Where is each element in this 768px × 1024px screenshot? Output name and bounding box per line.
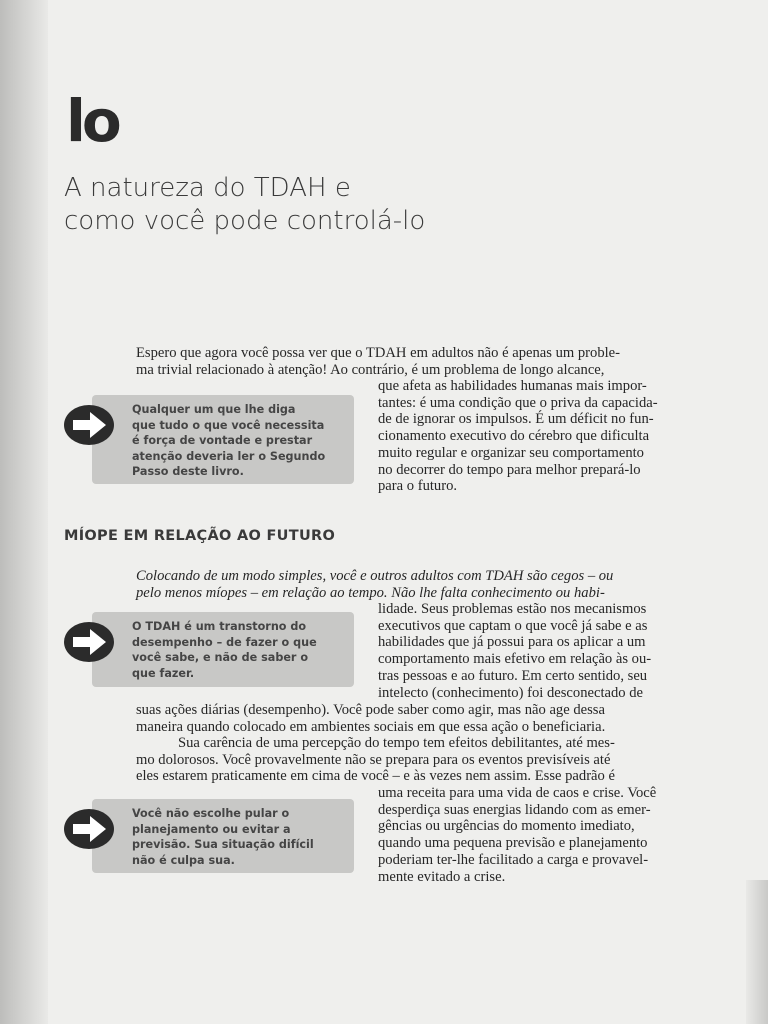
text-line: poderiam ter-lhe facilitado a carga e provavel- bbox=[378, 851, 649, 868]
text-line: tras pessoas e ao futuro. Em certo sentido, seu bbox=[378, 667, 648, 684]
page-edge-shadow bbox=[746, 880, 768, 1024]
text-line: comportamento mais efetivo em relação às ou- bbox=[378, 651, 652, 668]
text-line: habilidades que já possui para os aplicar a um bbox=[378, 634, 646, 651]
callout-line: desempenho – de fazer o que bbox=[132, 635, 317, 649]
text-line: Colocando de um modo simples, você e outros adultos com TDAH são cegos – ou bbox=[136, 568, 614, 584]
text-line: para o futuro. bbox=[378, 478, 458, 495]
text-line: uma receita para uma vida de caos e crise. Você bbox=[378, 785, 657, 801]
section-paragraph-1-wrap bbox=[378, 601, 720, 701]
text-line: quando uma pequena previsão e planejamento bbox=[378, 835, 648, 852]
text-line: lidade. Seus problemas estão nos mecanismos bbox=[378, 601, 647, 617]
callout-box-willpower bbox=[62, 395, 354, 484]
callout-line: planejamento ou evitar a bbox=[132, 822, 291, 836]
callout-text bbox=[132, 619, 350, 681]
callout-line: atenção deveria ler o Segundo bbox=[132, 449, 326, 463]
text-line: no decorrer do tempo para melhor prepará-lo bbox=[378, 461, 641, 478]
section-paragraph-1-tail bbox=[136, 702, 720, 735]
callout-line: O TDAH é um transtorno do bbox=[132, 620, 307, 633]
section-paragraph-2-full bbox=[136, 735, 720, 785]
arrow-right-icon bbox=[62, 403, 116, 447]
callout-line: Qualquer um que lhe diga bbox=[132, 403, 296, 416]
text-line: maneira quando colocado em ambientes sociais em que essa ação o beneficiaria. bbox=[136, 718, 606, 735]
text-line: gências ou urgências do momento imediato, bbox=[378, 818, 635, 835]
text-line: suas ações diárias (desempenho). Você pode saber como agir, mas não age dessa bbox=[136, 702, 605, 718]
intro-paragraph-full bbox=[136, 345, 720, 378]
text-line: cionamento executivo do cérebro que dificulta bbox=[378, 428, 650, 445]
text-line: executivos que captam o que você já sabe e as bbox=[378, 617, 648, 634]
arrow-right-icon bbox=[62, 807, 116, 851]
text-line: muito regular e organizar seu comportamento bbox=[378, 444, 644, 461]
text-line: que afeta as habilidades humanas mais impor- bbox=[378, 378, 647, 394]
callout-text bbox=[132, 402, 350, 480]
text-line: eles estarem praticamente em cima de você – e às vezes nem assim. Esse padrão é bbox=[136, 768, 615, 785]
arrow-right-icon bbox=[62, 620, 116, 664]
text-line: Sua carência de uma percepção do tempo tem efeitos debilitantes, até mes- bbox=[178, 735, 615, 751]
text-line: mo dolorosos. Você provavelmente não se prepara para os eventos previsíveis até bbox=[136, 751, 611, 768]
text-line: de de ignorar os impulsos. É um déficit no fun- bbox=[378, 411, 654, 428]
text-line: ma trivial relacionado à atenção! Ao contrário, é um problema de longo alcance, bbox=[136, 361, 605, 378]
text-line: Espero que agora você possa ver que o TDAH em adultos não é apenas um proble- bbox=[136, 345, 621, 361]
callout-box-not-your-fault bbox=[62, 799, 354, 873]
callout-line: Passo deste livro. bbox=[132, 465, 244, 479]
chapter-title-line: como você pode controlá-lo bbox=[64, 206, 426, 236]
chapter-title-line: A natureza do TDAH e bbox=[64, 173, 351, 203]
callout-line: previsão. Sua situação difícil bbox=[132, 838, 314, 852]
text-line: pelo menos míopes – em relação ao tempo. Não lhe falta conhecimento ou habi- bbox=[136, 584, 605, 601]
chapter-title bbox=[64, 172, 504, 238]
section-heading: MÍOPE EM RELAÇÃO AO FUTURO bbox=[64, 528, 336, 544]
callout-line: Você não escolhe pular o bbox=[132, 807, 290, 820]
text-line: desperdiça suas energias lidando com as emer- bbox=[378, 801, 651, 818]
text-line: intelecto (conhecimento) foi desconectado de bbox=[378, 684, 644, 701]
callout-line: é força de vontade e prestar bbox=[132, 434, 313, 448]
callout-line: não é culpa sua. bbox=[132, 853, 235, 867]
page-gutter-shadow bbox=[0, 0, 48, 1024]
chapter-number: lo bbox=[66, 87, 118, 155]
callout-text bbox=[132, 806, 350, 868]
callout-line: você sabe, e não de saber o bbox=[132, 651, 309, 665]
callout-box-performance bbox=[62, 612, 354, 687]
section-paragraph-2-wrap bbox=[378, 785, 720, 885]
text-line: mente evitado a crise. bbox=[378, 868, 506, 885]
callout-line: que fazer. bbox=[132, 666, 195, 680]
text-line: tantes: é uma condição que o priva da capacida- bbox=[378, 394, 658, 411]
callout-line: que tudo o que você necessita bbox=[132, 418, 325, 432]
section-paragraph-1-full bbox=[136, 568, 720, 601]
intro-paragraph-wrap bbox=[378, 378, 720, 495]
